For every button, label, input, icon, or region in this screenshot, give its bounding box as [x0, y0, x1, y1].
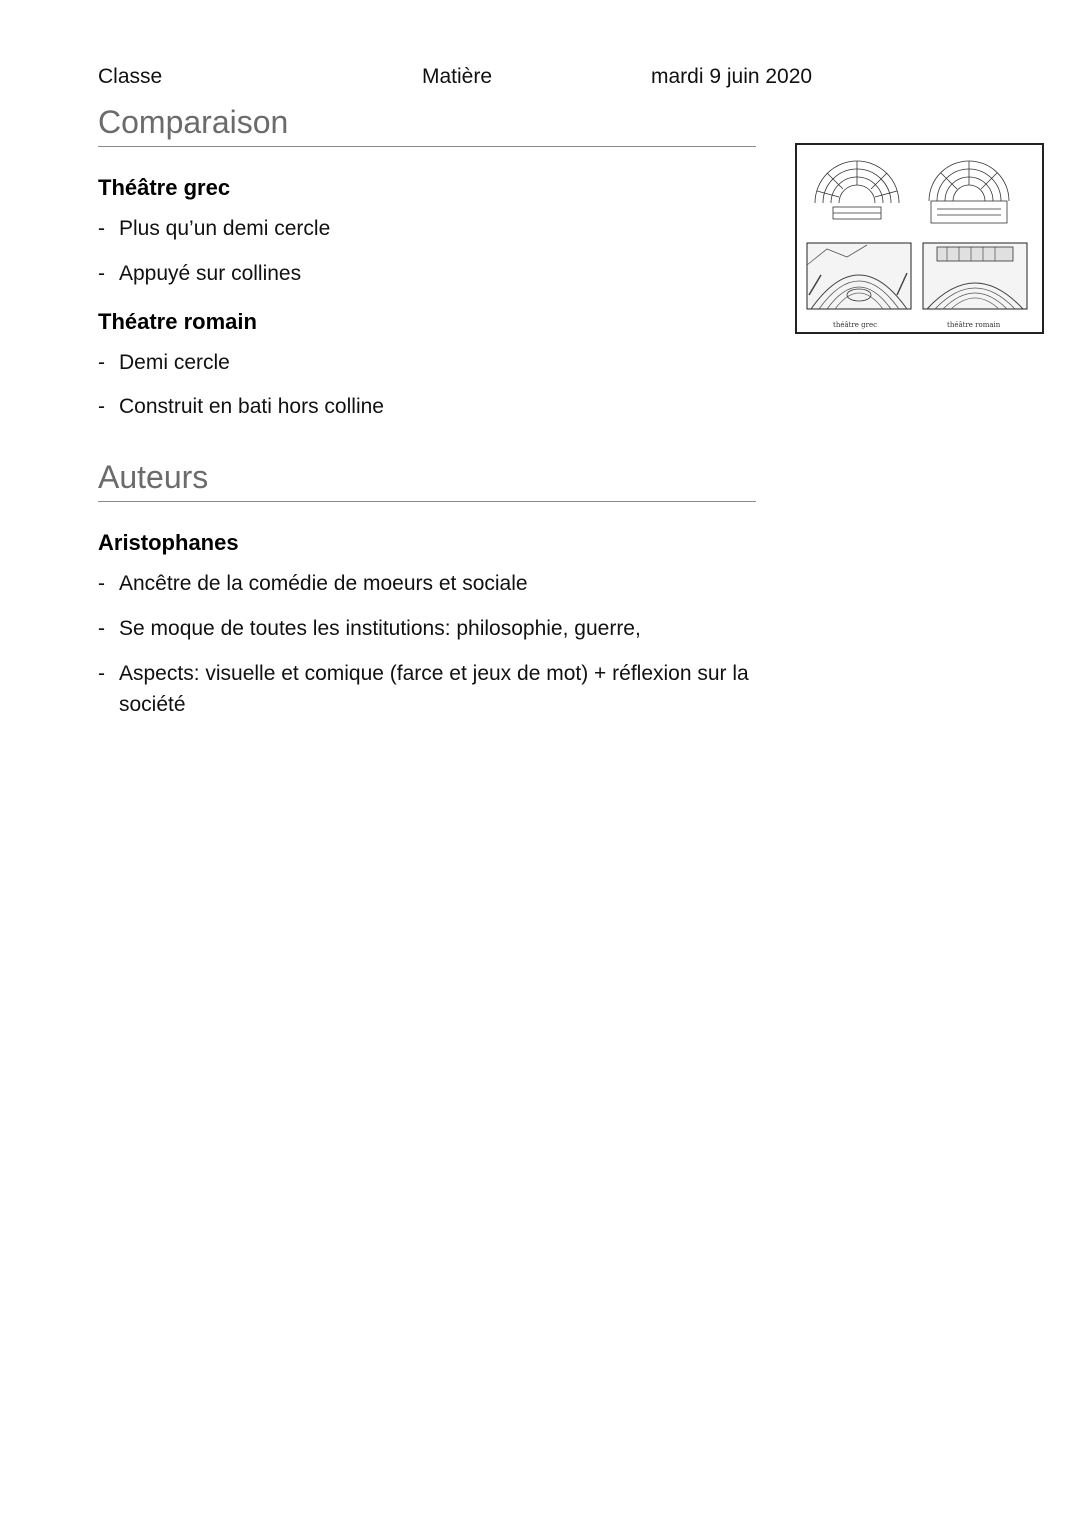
list-item: - Ancêtre de la comédie de moeurs et sociale — [98, 568, 798, 599]
list-item: - Se moque de toutes les institutions: philosophie, guerre, — [98, 613, 798, 644]
list-item: - Plus qu’un demi cercle — [98, 213, 798, 244]
greek-theatre-plan — [815, 161, 899, 219]
header-date: mardi 9 juin 2020 — [651, 65, 813, 88]
figure-caption-grec: théâtre grec — [833, 321, 878, 329]
greek-theatre-drawing — [807, 243, 911, 309]
bullet-dash: - — [98, 662, 105, 685]
subheading-theatre-romain: Théatre romain — [98, 309, 257, 334]
section-title-auteurs: Auteurs — [98, 457, 756, 502]
roman-theatre-drawing — [923, 243, 1027, 309]
list-item: - Appuyé sur collines — [98, 258, 798, 289]
bullet-dash: - — [98, 262, 105, 285]
section-title-comparaison: Comparaison — [98, 102, 756, 147]
bullet-dash: - — [98, 395, 105, 418]
theatre-comparison-image — [795, 143, 1044, 334]
section-comparaison — [98, 102, 756, 147]
figure-caption-romain: théâtre romain — [947, 321, 1001, 329]
bullet-dash: - — [98, 617, 105, 640]
roman-theatre-plan — [929, 161, 1009, 223]
subheading-aristophanes: Aristophanes — [98, 530, 239, 555]
section-auteurs — [98, 457, 756, 502]
bullet-dash: - — [98, 351, 105, 374]
header-classe: Classe — [98, 65, 163, 88]
header-matiere: Matière — [422, 65, 493, 88]
bullet-dash: - — [98, 572, 105, 595]
list-item: - Demi cercle — [98, 347, 798, 378]
bullet-dash: - — [98, 217, 105, 240]
list-item: - Construit en bati hors colline — [98, 391, 798, 422]
list-item: - Aspects: visuelle et comique (farce et jeux de mot) + réflexion sur la société — [98, 658, 798, 720]
subheading-theatre-grec: Théâtre grec — [98, 175, 231, 200]
